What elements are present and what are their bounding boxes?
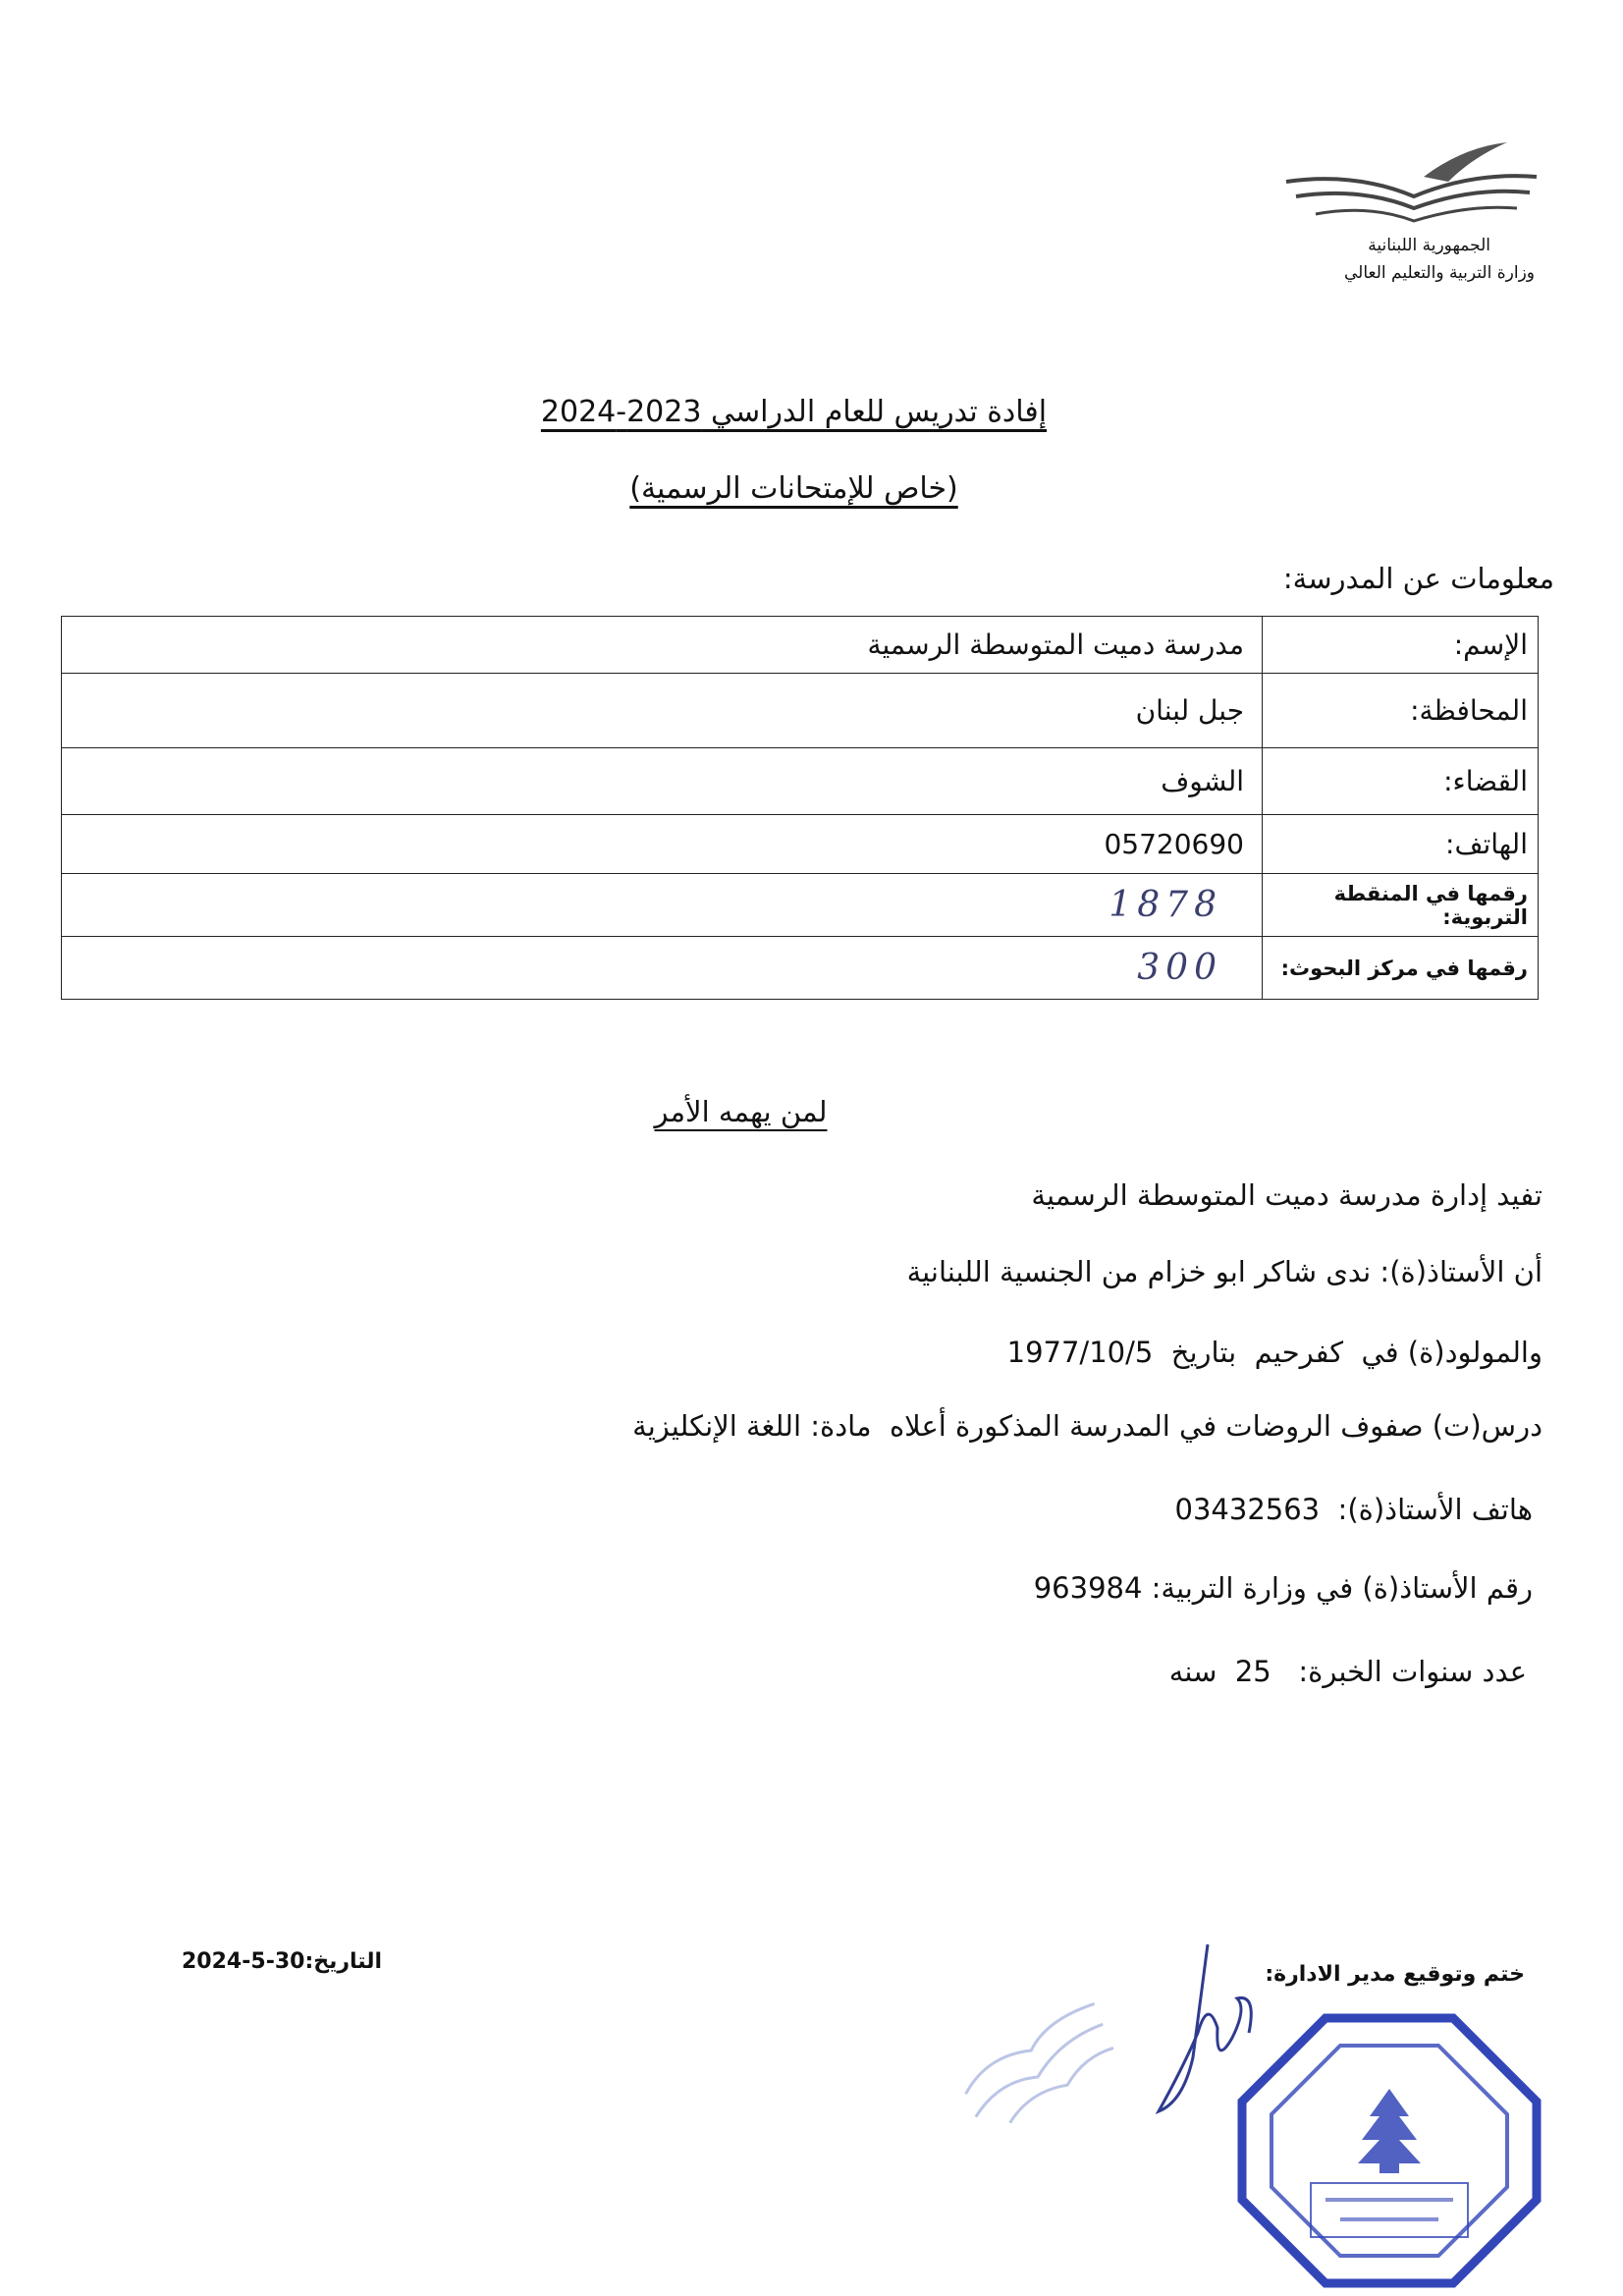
letter-line: أن الأستاذ(ة): ندى شاكر ابو خزام من الجنسية اللبنانية <box>906 1255 1542 1288</box>
letter-line: والمولود(ة) في كفرحيم بتاريخ 1977/10/5 <box>1006 1336 1542 1369</box>
letter-line: درس(ت) صفوف الروضات في المدرسة المذكورة أعلاه مادة: اللغة الإنكليزية <box>632 1409 1542 1443</box>
republic-name: الجمهورية اللبنانية <box>1368 236 1490 255</box>
document-date: التاريخ:30-5-2024 <box>182 1949 383 1974</box>
table-row <box>62 815 1539 874</box>
label-governorate: المحافظة: <box>1263 674 1539 748</box>
label-region-number: رقمها في المنقطة التربوية: <box>1263 874 1539 937</box>
value-name: مدرسة دميت المتوسطة الرسمية <box>62 617 1263 674</box>
value-governorate: جبل لبنان <box>62 674 1263 748</box>
letter-line: عدد سنوات الخبرة: 25 سنه <box>1168 1655 1527 1688</box>
label-research-center-number: رقمها في مركز البحوث: <box>1263 937 1539 1000</box>
letter-line: رقم الأستاذ(ة) في وزارة التربية: 963984 <box>1033 1571 1533 1605</box>
signature-label: ختم وتوقيع مدير الادارة: <box>1265 1962 1525 1987</box>
table-row <box>62 748 1539 815</box>
to-whom-heading: لمن يهمه الأمر <box>654 1095 828 1128</box>
label-name: الإسم: <box>1263 617 1539 674</box>
table-row <box>62 937 1539 1000</box>
letter-line: تفيد إدارة مدرسة دميت المتوسطة الرسمية <box>1031 1178 1542 1212</box>
value-research-center-number: 300 <box>1137 948 1222 988</box>
table-row <box>62 674 1539 748</box>
ministry-book-logo-icon <box>1276 137 1542 236</box>
school-info-table <box>61 616 1539 1000</box>
document-subtitle: (خاص للإمتحانات الرسمية) <box>629 471 958 506</box>
letter-line: هاتف الأستاذ(ة): 03432563 <box>1174 1493 1533 1526</box>
table-row <box>62 617 1539 674</box>
value-region-number: 1878 <box>1109 885 1222 925</box>
table-row <box>62 874 1539 937</box>
school-info-heading: معلومات عن المدرسة: <box>1282 562 1554 595</box>
label-district: القضاء: <box>1263 748 1539 815</box>
label-phone: الهاتف: <box>1263 815 1539 874</box>
value-district: الشوف <box>62 748 1263 815</box>
ministry-name: وزارة التربية والتعليم العالي <box>1343 263 1535 283</box>
document-title: إفادة تدريس للعام الدراسي 2023-2024 <box>540 395 1048 429</box>
value-phone: 05720690 <box>62 815 1263 874</box>
official-school-stamp-icon <box>1232 2008 1546 2293</box>
